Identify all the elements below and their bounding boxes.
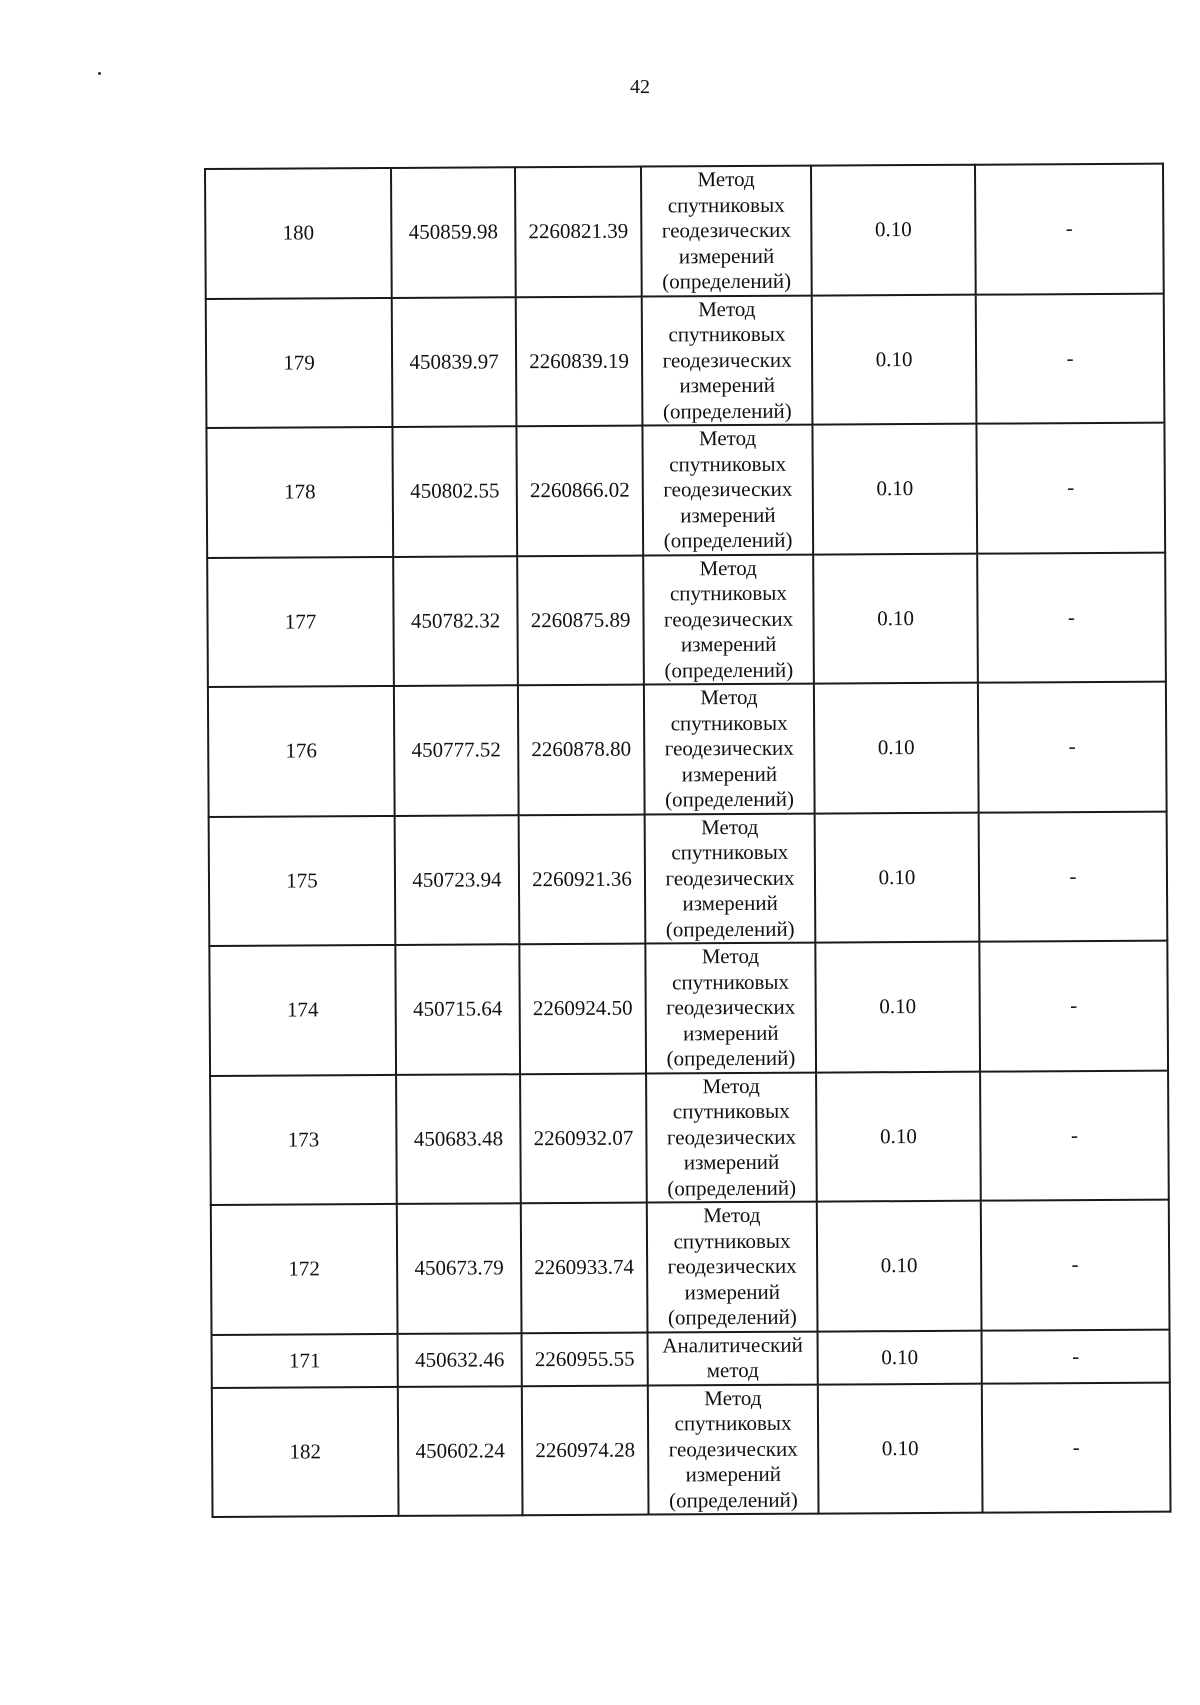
accuracy-cell: 0.10 <box>815 812 980 942</box>
accuracy-cell: 0.10 <box>814 683 979 813</box>
point-number-cell: 171 <box>212 1333 398 1387</box>
method-line: Метод <box>699 555 757 580</box>
method-line: Аналитический <box>662 1332 803 1357</box>
method-line: спутниковых <box>672 969 790 994</box>
method-line: спутниковых <box>670 710 788 735</box>
point-number-cell: 174 <box>209 945 396 1076</box>
extra-cell: - <box>982 1329 1170 1383</box>
table-row <box>209 941 1168 1076</box>
method-line: измерений <box>685 1461 782 1487</box>
point-number-cell: 175 <box>209 815 396 946</box>
method-line: (определений) <box>666 1045 796 1071</box>
page-number-text: 42 <box>630 76 650 98</box>
method-line: геодезических <box>662 347 792 372</box>
method-line: спутниковых <box>674 1410 792 1436</box>
x-coordinate-cell: 450723.94 <box>395 815 520 945</box>
y-coordinate-cell: 2260821.39 <box>515 167 642 297</box>
table-row <box>209 811 1168 946</box>
accuracy-cell: 0.10 <box>816 1071 981 1201</box>
extra-cell: - <box>976 423 1165 554</box>
method-line: измерений <box>678 243 775 268</box>
extra-cell: - <box>982 1382 1171 1513</box>
method-line: измерений <box>680 502 776 527</box>
method-line: спутниковых <box>668 321 786 347</box>
point-number-cell: 172 <box>211 1204 398 1335</box>
method-line: метод <box>706 1357 759 1383</box>
x-coordinate-cell: 450777.52 <box>394 685 519 815</box>
method-line: Метод <box>702 1073 760 1098</box>
table-row <box>207 552 1166 687</box>
table-row <box>210 1070 1169 1205</box>
table-row <box>212 1329 1170 1387</box>
method-cell <box>644 684 815 814</box>
point-number-cell: 176 <box>208 686 395 817</box>
method-line: Метод <box>703 1202 761 1228</box>
method-line: измерений <box>680 631 777 657</box>
y-coordinate-cell: 2260878.80 <box>518 685 645 815</box>
method-line: (определений) <box>664 657 794 682</box>
point-number-cell: 180 <box>205 168 392 299</box>
method-cell <box>645 813 816 943</box>
method-line: Метод <box>700 684 758 710</box>
method-line: Метод <box>701 943 760 969</box>
accuracy-cell: 0.10 <box>811 165 976 295</box>
accuracy-cell: 0.10 <box>812 424 977 554</box>
method-line: геодезических <box>663 606 794 631</box>
method-line: (определений) <box>662 268 792 294</box>
method-line: измерений <box>679 372 775 398</box>
method-line: Метод <box>704 1385 762 1410</box>
point-number-cell: 177 <box>207 556 394 687</box>
accuracy-cell: 0.10 <box>818 1330 982 1384</box>
method-line: Метод <box>698 425 757 451</box>
method-cell <box>642 295 813 425</box>
accuracy-cell: 0.10 <box>815 942 980 1072</box>
method-line: геодезических <box>668 1436 798 1461</box>
table-body <box>205 164 1171 1517</box>
y-coordinate-cell: 2260875.89 <box>517 555 644 685</box>
method-line: Метод <box>697 166 755 192</box>
accuracy-cell: 0.10 <box>812 294 977 424</box>
method-line: геодезических <box>665 865 795 890</box>
method-line: (определений) <box>667 1175 797 1200</box>
method-line: Метод <box>698 296 756 321</box>
table-row <box>212 1382 1171 1517</box>
method-line: спутниковых <box>673 1228 791 1253</box>
table-row <box>208 682 1167 817</box>
method-line: спутниковых <box>669 451 787 476</box>
method-line: измерений <box>682 890 778 916</box>
method-line: спутниковых <box>671 839 789 865</box>
x-coordinate-cell: 450673.79 <box>397 1203 522 1333</box>
table-row <box>205 164 1164 299</box>
extra-cell: - <box>979 811 1168 942</box>
x-coordinate-cell: 450632.46 <box>398 1333 522 1387</box>
method-line: измерений <box>684 1279 781 1304</box>
page-number <box>80 76 1200 99</box>
method-cell <box>648 1331 818 1385</box>
extra-cell: - <box>975 164 1164 295</box>
extra-cell: - <box>978 682 1167 813</box>
accuracy-cell: 0.10 <box>813 553 978 683</box>
method-cell <box>643 554 814 684</box>
y-coordinate-cell: 2260924.50 <box>519 944 646 1074</box>
method-line: геодезических <box>663 476 793 502</box>
x-coordinate-cell: 450802.55 <box>392 426 517 556</box>
method-cell <box>645 943 816 1073</box>
coordinates-table <box>204 163 1172 1518</box>
table-row <box>206 293 1165 428</box>
method-cell <box>642 425 813 555</box>
method-line: измерений <box>683 1020 779 1045</box>
method-line: (определений) <box>667 1304 797 1330</box>
method-line: (определений) <box>663 527 793 553</box>
method-line: (определений) <box>665 916 795 941</box>
y-coordinate-cell: 2260933.74 <box>521 1203 648 1333</box>
y-coordinate-cell: 2260955.55 <box>522 1332 648 1386</box>
method-line: геодезических <box>667 1253 797 1279</box>
method-line: Метод <box>701 814 759 839</box>
method-line: (определений) <box>662 398 792 423</box>
y-coordinate-cell: 2260921.36 <box>519 814 646 944</box>
point-number-cell: 182 <box>212 1386 399 1517</box>
extra-cell: - <box>976 293 1165 424</box>
point-number-cell: 173 <box>210 1074 397 1205</box>
method-line: геодезических <box>661 217 791 243</box>
method-line: спутниковых <box>669 580 787 606</box>
y-coordinate-cell: 2260932.07 <box>520 1073 647 1203</box>
method-line: геодезических <box>666 1124 796 1149</box>
accuracy-cell: 0.10 <box>817 1201 982 1331</box>
method-line: геодезических <box>664 735 794 761</box>
x-coordinate-cell: 450683.48 <box>396 1074 521 1204</box>
x-coordinate-cell: 450782.32 <box>393 556 518 686</box>
coordinates-table-wrapper <box>204 163 1170 1518</box>
x-coordinate-cell: 450602.24 <box>398 1386 523 1516</box>
scan-speck <box>98 72 101 75</box>
x-coordinate-cell: 450839.97 <box>392 297 517 427</box>
extra-cell: - <box>981 1200 1170 1331</box>
extra-cell: - <box>977 552 1166 683</box>
method-line: геодезических <box>666 994 796 1020</box>
accuracy-cell: 0.10 <box>818 1383 983 1513</box>
point-number-cell: 178 <box>206 427 393 558</box>
table-row <box>206 423 1165 558</box>
point-number-cell: 179 <box>206 297 393 428</box>
method-line: спутниковых <box>672 1098 790 1124</box>
x-coordinate-cell: 450859.98 <box>391 167 516 297</box>
y-coordinate-cell: 2260974.28 <box>522 1385 649 1515</box>
x-coordinate-cell: 450715.64 <box>395 944 520 1074</box>
extra-cell: - <box>980 1070 1169 1201</box>
method-line: спутниковых <box>667 192 785 217</box>
method-cell <box>641 166 812 296</box>
method-cell <box>646 1072 817 1202</box>
method-cell <box>648 1384 819 1514</box>
y-coordinate-cell: 2260866.02 <box>516 426 643 556</box>
method-cell <box>647 1202 818 1332</box>
method-line: (определений) <box>668 1487 798 1512</box>
extra-cell: - <box>979 941 1168 1072</box>
method-line: измерений <box>681 761 778 786</box>
method-line: (определений) <box>665 786 794 812</box>
y-coordinate-cell: 2260839.19 <box>516 296 643 426</box>
table-row <box>211 1200 1170 1335</box>
method-line: измерений <box>683 1149 780 1175</box>
